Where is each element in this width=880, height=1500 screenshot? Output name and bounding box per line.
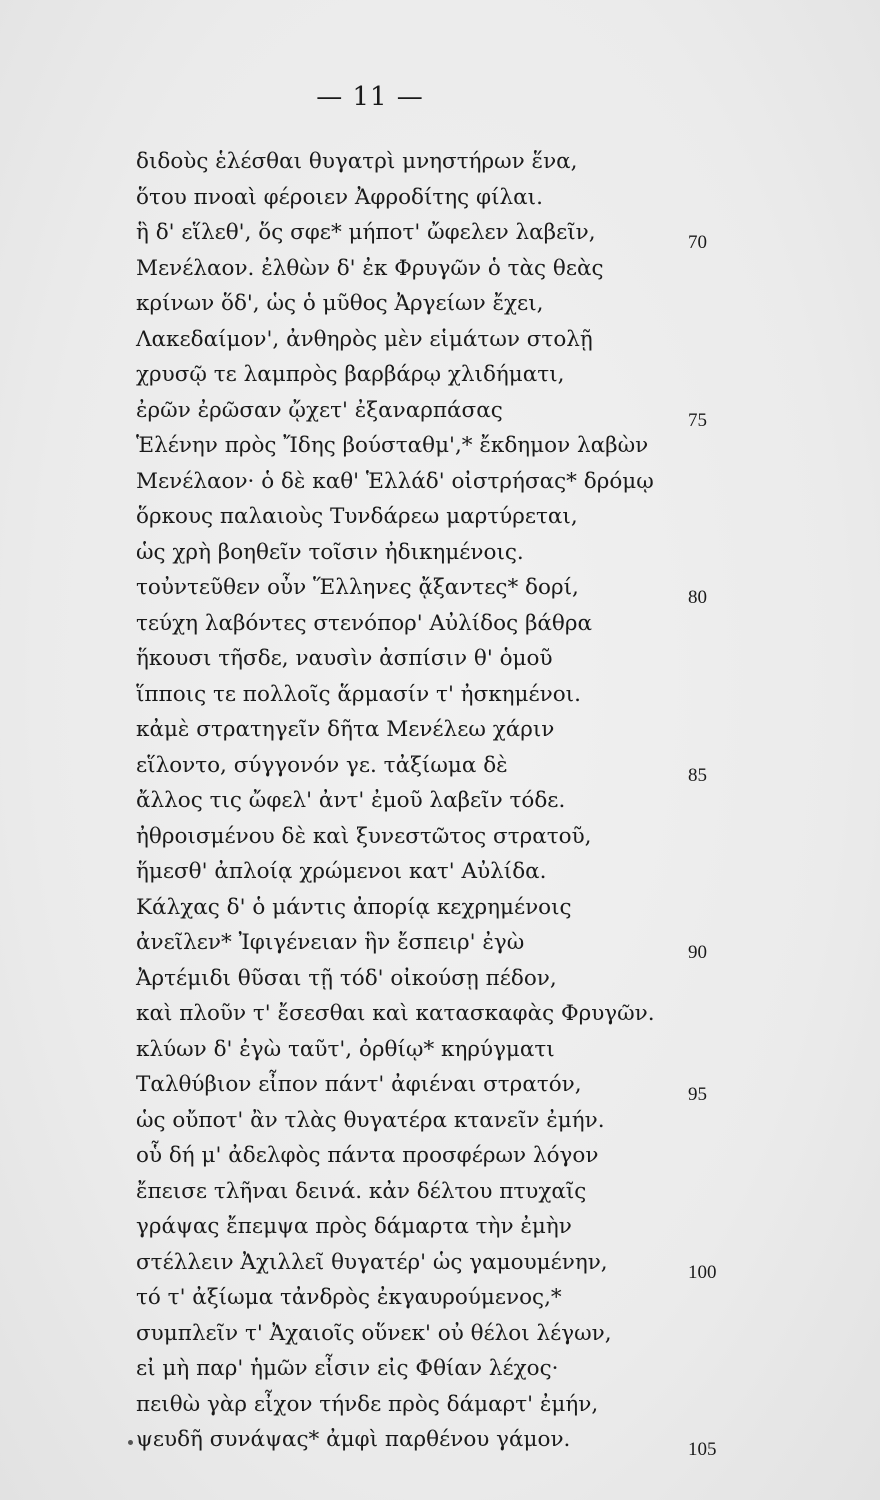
verse-text: Μενέλαον· ὁ δὲ καθ' Ἑλλάδ' οἰστρήσας* δρόμῳ <box>136 468 654 494</box>
verse-line <box>136 890 736 926</box>
verse-line <box>136 996 736 1032</box>
page-number: — 11 — <box>316 82 424 112</box>
verse-text: κἀμὲ στρατηγεῖν δῆτα Μενέλεω χάριν <box>136 717 555 742</box>
verse-text: ἥμεσθ' ἀπλοίᾳ χρώμενοι κατ' Αὐλίδα. <box>136 859 547 884</box>
verse-text: ἐρῶν ἐρῶσαν ᾤχετ' ἐξαναρπάσας <box>136 397 503 423</box>
verse-line <box>136 1245 736 1281</box>
verse-text: Μενέλαον. ἐλθὼν δ' ἐκ Φρυγῶν ὁ τὰς θεὰς <box>136 255 604 281</box>
verse-text: στέλλειν Ἀχιλλεῖ θυγατέρ' ὡς γαμουμένην, <box>136 1249 608 1275</box>
verse-line <box>136 1174 736 1210</box>
verse-text: διδοὺς ἑλέσθαι θυγατρὶ μνηστήρων ἕνα, <box>136 149 578 174</box>
verse-line <box>136 464 736 500</box>
verse-text: ἄλλος τις ὤφελ' ἀντ' ἐμοῦ λαβεῖν τόδε. <box>136 788 566 813</box>
verse-line <box>136 570 736 606</box>
verse-line <box>136 1103 736 1139</box>
verse-text: ὅτου πνοαὶ φέροιεν Ἀφροδίτης φίλαι. <box>136 184 543 210</box>
verse-line <box>136 393 736 429</box>
verse-text: Ἑλένην πρὸς Ἴδης βούσταθμ',* ἔκδημον λαβὼν <box>136 433 649 458</box>
verse-line <box>136 499 736 535</box>
verse-line <box>136 1209 736 1245</box>
verse-line <box>136 1280 736 1316</box>
verse-text: ψευδῆ συνάψας* ἀμφὶ παρθένου γάμον. <box>136 1427 571 1452</box>
verse-text: οὗ δή μ' ἀδελφὸς πάντα προσφέρων λόγον <box>136 1143 599 1168</box>
verse-text: ἔπεισε τλῆναι δεινά. κἀν δέλτου πτυχαῖς <box>136 1178 587 1204</box>
line-number: 80 <box>688 587 707 608</box>
line-number: 95 <box>688 1084 707 1105</box>
line-number: 100 <box>688 1261 717 1283</box>
verse-line <box>136 783 736 819</box>
verse-line <box>136 535 736 571</box>
verse-line <box>136 215 736 251</box>
verse-line <box>136 1316 736 1352</box>
verse-text: καὶ πλοῦν τ' ἔσεσθαι καὶ κατασκαφὰς Φρυγῶν. <box>136 1001 655 1026</box>
verse-line <box>136 1032 736 1068</box>
verse-line <box>136 1387 736 1423</box>
line-number: 85 <box>688 764 707 786</box>
verse-line <box>136 854 736 890</box>
verse-text: πειθὼ γὰρ εἶχον τήνδε πρὸς δάμαρτ' ἐμήν, <box>136 1391 599 1417</box>
verse-line <box>136 428 736 464</box>
verse-line <box>136 251 736 287</box>
line-number: 70 <box>688 232 707 253</box>
verse-text: ἠθροισμένου δὲ καὶ ξυνεστῶτος στρατοῦ, <box>136 823 592 849</box>
verse-line <box>136 144 736 180</box>
line-number: 105 <box>688 1439 717 1460</box>
verse-text: γράψας ἔπεμψα πρὸς δάμαρτα τὴν ἐμὴν <box>136 1214 572 1239</box>
verse-text: ὡς οὔποτ' ἂν τλὰς θυγατέρα κτανεῖν ἐμήν. <box>136 1107 605 1133</box>
verse-text: τοὐντεῦθεν οὖν Ἕλληνες ᾄξαντες* δορί, <box>136 575 579 600</box>
verse-text: ἵπποις τε πολλοῖς ἅρμασίν τ' ἠσκημένοι. <box>136 681 581 707</box>
verse-text: ἣ δ' εἵλεθ', ὅς σφε* μήποτ' ὤφελεν λαβεῖν, <box>136 220 596 245</box>
verse-line <box>136 748 736 784</box>
verse-line <box>136 322 736 358</box>
verse-line <box>136 961 736 997</box>
line-number: 75 <box>688 409 707 431</box>
verse-text: ἥκουσι τῆσδε, ναυσὶν ἀσπίσιν θ' ὁμοῦ <box>136 646 553 671</box>
verse-line <box>136 677 736 713</box>
verse-line <box>136 1138 736 1174</box>
verse-text: συμπλεῖν τ' Ἀχαιοῖς οὕνεκ' οὐ θέλοι λέγων, <box>136 1320 612 1346</box>
verse-line <box>136 819 736 855</box>
verse-line <box>136 1067 736 1103</box>
verse-text: τεύχη λαβόντες στενόπορ' Αὐλίδος βάθρα <box>136 610 592 636</box>
verse-text: ὅρκους παλαιοὺς Τυνδάρεω μαρτύρεται, <box>136 504 578 529</box>
verse-text: Λακεδαίμον', ἀνθηρὸς μὲν εἱμάτων στολῇ <box>136 326 593 352</box>
verse-text: ὡς χρὴ βοηθεῖν τοῖσιν ἠδικημένοις. <box>136 539 524 565</box>
verse-line <box>136 712 736 748</box>
verse-text: ἀνεῖλεν* Ἰφιγένειαν ἣν ἔσπειρ' ἐγὼ <box>136 930 525 955</box>
verse-text: Ταλθύβιον εἶπον πάντ' ἀφιέναι στρατόν, <box>136 1072 582 1097</box>
verse-text: Ἀρτέμιδι θῦσαι τῇ τόδ' οἰκούσῃ πέδον, <box>136 965 557 991</box>
print-speck-mark <box>128 1440 133 1445</box>
verse-line <box>136 925 736 961</box>
verse-text: κλύων δ' ἐγὼ ταῦτ', ὀρθίῳ* κηρύγματι <box>136 1036 555 1062</box>
verse-line <box>136 1422 736 1458</box>
verse-line <box>136 357 736 393</box>
verse-text: Κάλχας δ' ὁ μάντις ἀπορίᾳ κεχρημένοις <box>136 894 572 920</box>
verse-text: κρίνων ὅδ', ὡς ὁ μῦθος Ἀργείων ἔχει, <box>136 291 544 316</box>
verse-line <box>136 286 736 322</box>
verse-text: εἰ μὴ παρ' ἡμῶν εἶσιν εἰς Φθίαν λέχος· <box>136 1356 559 1381</box>
verse-line <box>136 180 736 216</box>
line-number: 90 <box>688 942 707 963</box>
verse-line <box>136 641 736 677</box>
verse-block <box>136 144 736 1458</box>
verse-text: χρυσῷ τε λαμπρὸς βαρβάρῳ χλιδήματι, <box>136 362 565 387</box>
verse-line <box>136 1351 736 1387</box>
verse-line <box>136 606 736 642</box>
verse-text: εἵλοντο, σύγγονόν γε. τἀξίωμα δὲ <box>136 752 508 778</box>
verse-text: τό τ' ἀξίωμα τἀνδρὸς ἐκγαυρούμενος,* <box>136 1285 562 1310</box>
